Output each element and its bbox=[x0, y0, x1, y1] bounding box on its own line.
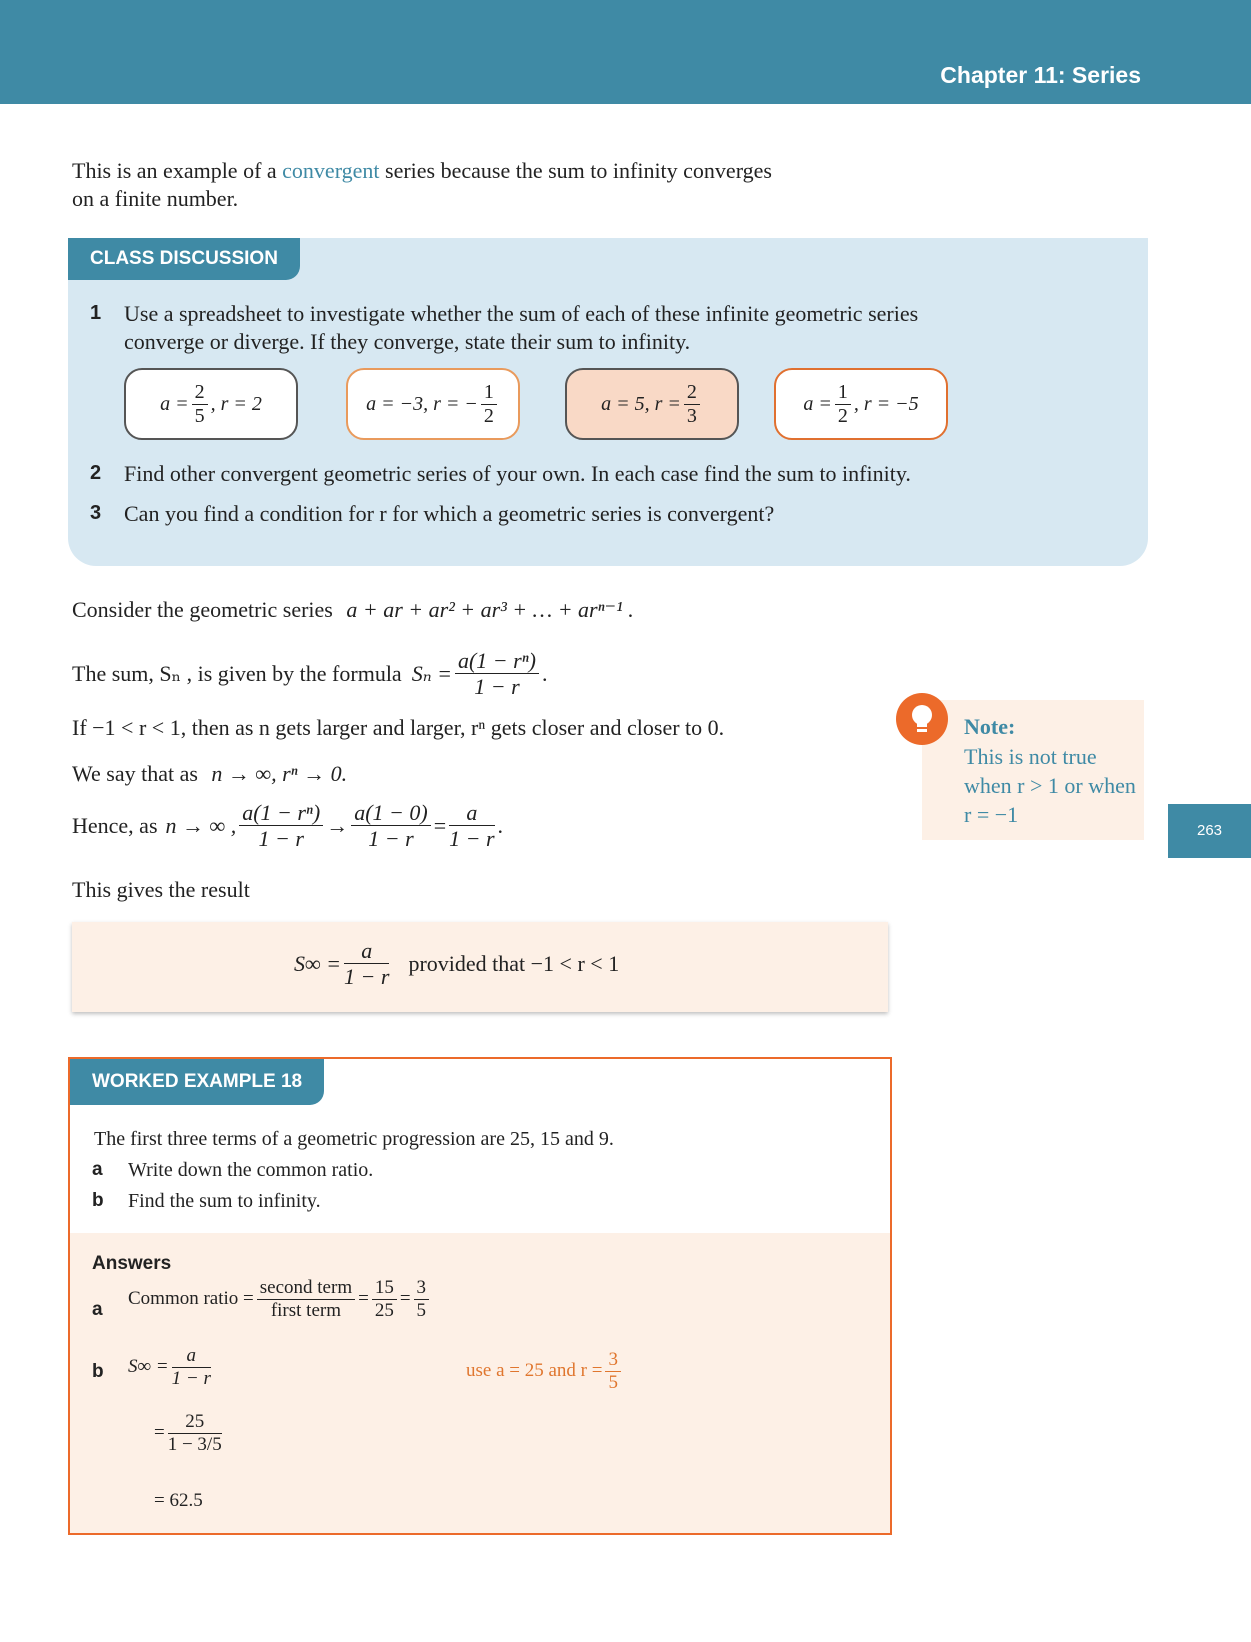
series-option-4 bbox=[774, 368, 948, 440]
answer-a-num2: 15 bbox=[372, 1277, 397, 1300]
pill-2-a: a = −3, r = − bbox=[366, 392, 478, 415]
answer-a-den2: 25 bbox=[374, 1299, 394, 1321]
pill-3-a: a = 5, r = bbox=[601, 392, 681, 415]
result-intro: This gives the result bbox=[72, 877, 250, 902]
hence-line: Hence, as n → ∞ , $\frac{\text{a(1 − rⁿ)}}{1 - r}$ → $\frac{a(1 - 0)}{1 - r}$ = $\frac{a}{1 - r}$ . bbox=[72, 800, 504, 852]
sum-to-infinity-formula bbox=[294, 938, 619, 990]
formula-lhs: S∞ = bbox=[294, 950, 342, 976]
series-expression: a + ar + ar² + ar³ + … + arⁿ⁻¹ . bbox=[346, 597, 634, 622]
note-title: Note: bbox=[964, 714, 1016, 739]
answer-a-num3: 3 bbox=[414, 1277, 430, 1300]
question-2-number: 2 bbox=[90, 462, 102, 484]
convergent-term: convergent bbox=[282, 158, 380, 183]
if-line: If −1 < r < 1, then as n gets larger and larger, rⁿ gets closer and closer to 0. bbox=[72, 715, 725, 740]
consider-line bbox=[72, 596, 634, 624]
pill-2-den: 2 bbox=[483, 404, 494, 427]
answer-a-den3: 5 bbox=[416, 1299, 427, 1321]
question-1-line2: converge or diverge. If they converge, state their sum to infinity. bbox=[124, 329, 691, 354]
pill-4-num: 1 bbox=[835, 381, 851, 405]
worked-example-title: WORKED EXAMPLE 18 bbox=[70, 1059, 324, 1105]
pill-1-a: a = bbox=[160, 392, 189, 415]
hence-den-3: 1 − r bbox=[449, 826, 495, 852]
class-discussion-box bbox=[68, 238, 1148, 566]
answer-b-step1 bbox=[128, 1345, 214, 1390]
answer-b-den: 1 − r bbox=[171, 1367, 211, 1389]
hint-note bbox=[466, 1349, 624, 1394]
pill-3-num: 2 bbox=[684, 381, 700, 405]
we-say-line bbox=[72, 760, 347, 788]
we-say-math: n → ∞, rⁿ → 0. bbox=[211, 761, 348, 786]
consider-text: Consider the geometric series bbox=[72, 597, 333, 622]
pill-3-den: 3 bbox=[686, 404, 697, 427]
hence-den-1: 1 − r bbox=[258, 826, 304, 852]
answer-a-expression: Common ratio = $\frac{\text{second term}}{\text{first term}}$ = $\frac{15}{25}$ = $\frac{3}{5}$ bbox=[128, 1277, 432, 1322]
hint-num: 3 bbox=[605, 1349, 621, 1372]
formula-denominator: 1 − r bbox=[344, 964, 390, 990]
pill-2-num: 1 bbox=[481, 381, 497, 405]
note-box bbox=[922, 700, 1144, 840]
part-b-text: Find the sum to infinity. bbox=[128, 1190, 321, 1212]
answer-b-step2: = $\frac{25}{1 - 3/5}$ bbox=[154, 1411, 222, 1455]
answer-b-lhs: S∞ = bbox=[128, 1356, 169, 1378]
answer-a-den1: first term bbox=[270, 1299, 342, 1321]
pill-4-a: a = bbox=[803, 392, 832, 415]
hint-den: 5 bbox=[608, 1371, 618, 1393]
step2-den: 1 − 3/5 bbox=[167, 1433, 222, 1455]
part-b-label: b bbox=[92, 1190, 104, 1211]
pill-1-num: 2 bbox=[192, 381, 208, 405]
step2-num: 25 bbox=[168, 1411, 222, 1434]
intro-line2: on a finite number. bbox=[72, 186, 239, 211]
answer-a-num1: second term bbox=[257, 1277, 355, 1300]
worked-question: The first three terms of a geometric progression are 25, 15 and 9. bbox=[94, 1128, 614, 1150]
pill-1-den: 5 bbox=[194, 404, 205, 427]
chapter-header-bar bbox=[0, 0, 1251, 104]
hence-math: n → ∞ , bbox=[165, 812, 237, 838]
worked-example-answers-area bbox=[70, 1233, 890, 1533]
worked-example-question-area bbox=[70, 1059, 890, 1233]
class-discussion-title: CLASS DISCUSSION bbox=[68, 238, 300, 280]
formula-condition: provided that −1 < r < 1 bbox=[408, 950, 620, 976]
intro-suffix: series because the sum to infinity converges bbox=[385, 158, 772, 183]
sum-lhs: Sₙ = bbox=[411, 660, 452, 686]
pill-1-rest: , r = 2 bbox=[210, 392, 262, 415]
question-1-number: 1 bbox=[90, 302, 102, 324]
hence-den-2: 1 − r bbox=[368, 826, 414, 852]
formula-numerator: a bbox=[344, 938, 389, 964]
question-1-line1: Use a spreadsheet to investigate whether the sum of each of these infinite geometric series bbox=[124, 301, 919, 326]
question-2-text: Find other convergent geometric series of your own. In each case find the sum to infinity. bbox=[124, 461, 911, 486]
we-say-text: We say that as bbox=[72, 761, 198, 786]
sum-numerator: a(1 − rⁿ) bbox=[455, 648, 539, 674]
hence-num-2: a(1 − 0) bbox=[351, 800, 431, 826]
note-body: This is not true when r > 1 or when r = −1 bbox=[964, 744, 1136, 827]
sum-denominator: 1 − r bbox=[474, 674, 520, 700]
answers-title: Answers bbox=[92, 1253, 172, 1274]
part-a-text: Write down the common ratio. bbox=[128, 1159, 374, 1181]
hence-num-1: a(1 − rⁿ) bbox=[239, 800, 323, 826]
hence-text: Hence, as bbox=[72, 812, 158, 838]
hence-num-3: a bbox=[449, 800, 494, 826]
sum-formula-line: The sum, Sₙ , is given by the formula Sₙ = $\frac{\text{a(1 − rⁿ)}}{1 - r}$ . bbox=[72, 648, 548, 700]
worked-example-box bbox=[68, 1057, 892, 1535]
answer-b-result: = 62.5 bbox=[154, 1490, 203, 1511]
lightbulb-icon bbox=[896, 693, 948, 745]
answer-a-label: a bbox=[92, 1299, 103, 1320]
chapter-title: Chapter 11: Series bbox=[940, 62, 1141, 88]
answer-a-text: Common ratio = bbox=[128, 1288, 254, 1310]
page-number: 263 bbox=[1168, 804, 1251, 858]
sum-text: The sum, Sₙ , is given by the formula bbox=[72, 660, 402, 686]
question-1-text bbox=[124, 300, 1124, 356]
pill-4-den: 2 bbox=[837, 404, 848, 427]
intro-prefix: This is an example of a bbox=[72, 158, 277, 183]
sum-to-infinity-box bbox=[72, 922, 888, 1012]
question-3-number: 3 bbox=[90, 502, 102, 524]
series-option-3 bbox=[565, 368, 739, 440]
series-option-1 bbox=[124, 368, 298, 440]
answer-b-label: b bbox=[92, 1361, 104, 1382]
part-a-label: a bbox=[92, 1159, 103, 1180]
hint-text: use a = 25 and r = bbox=[466, 1360, 603, 1382]
intro-paragraph bbox=[72, 157, 932, 213]
pill-4-rest: , r = −5 bbox=[853, 392, 919, 415]
answer-b-num: a bbox=[172, 1345, 211, 1368]
question-3-text: Can you find a condition for r for which a geometric series is convergent? bbox=[124, 501, 775, 526]
series-option-2 bbox=[346, 368, 520, 440]
